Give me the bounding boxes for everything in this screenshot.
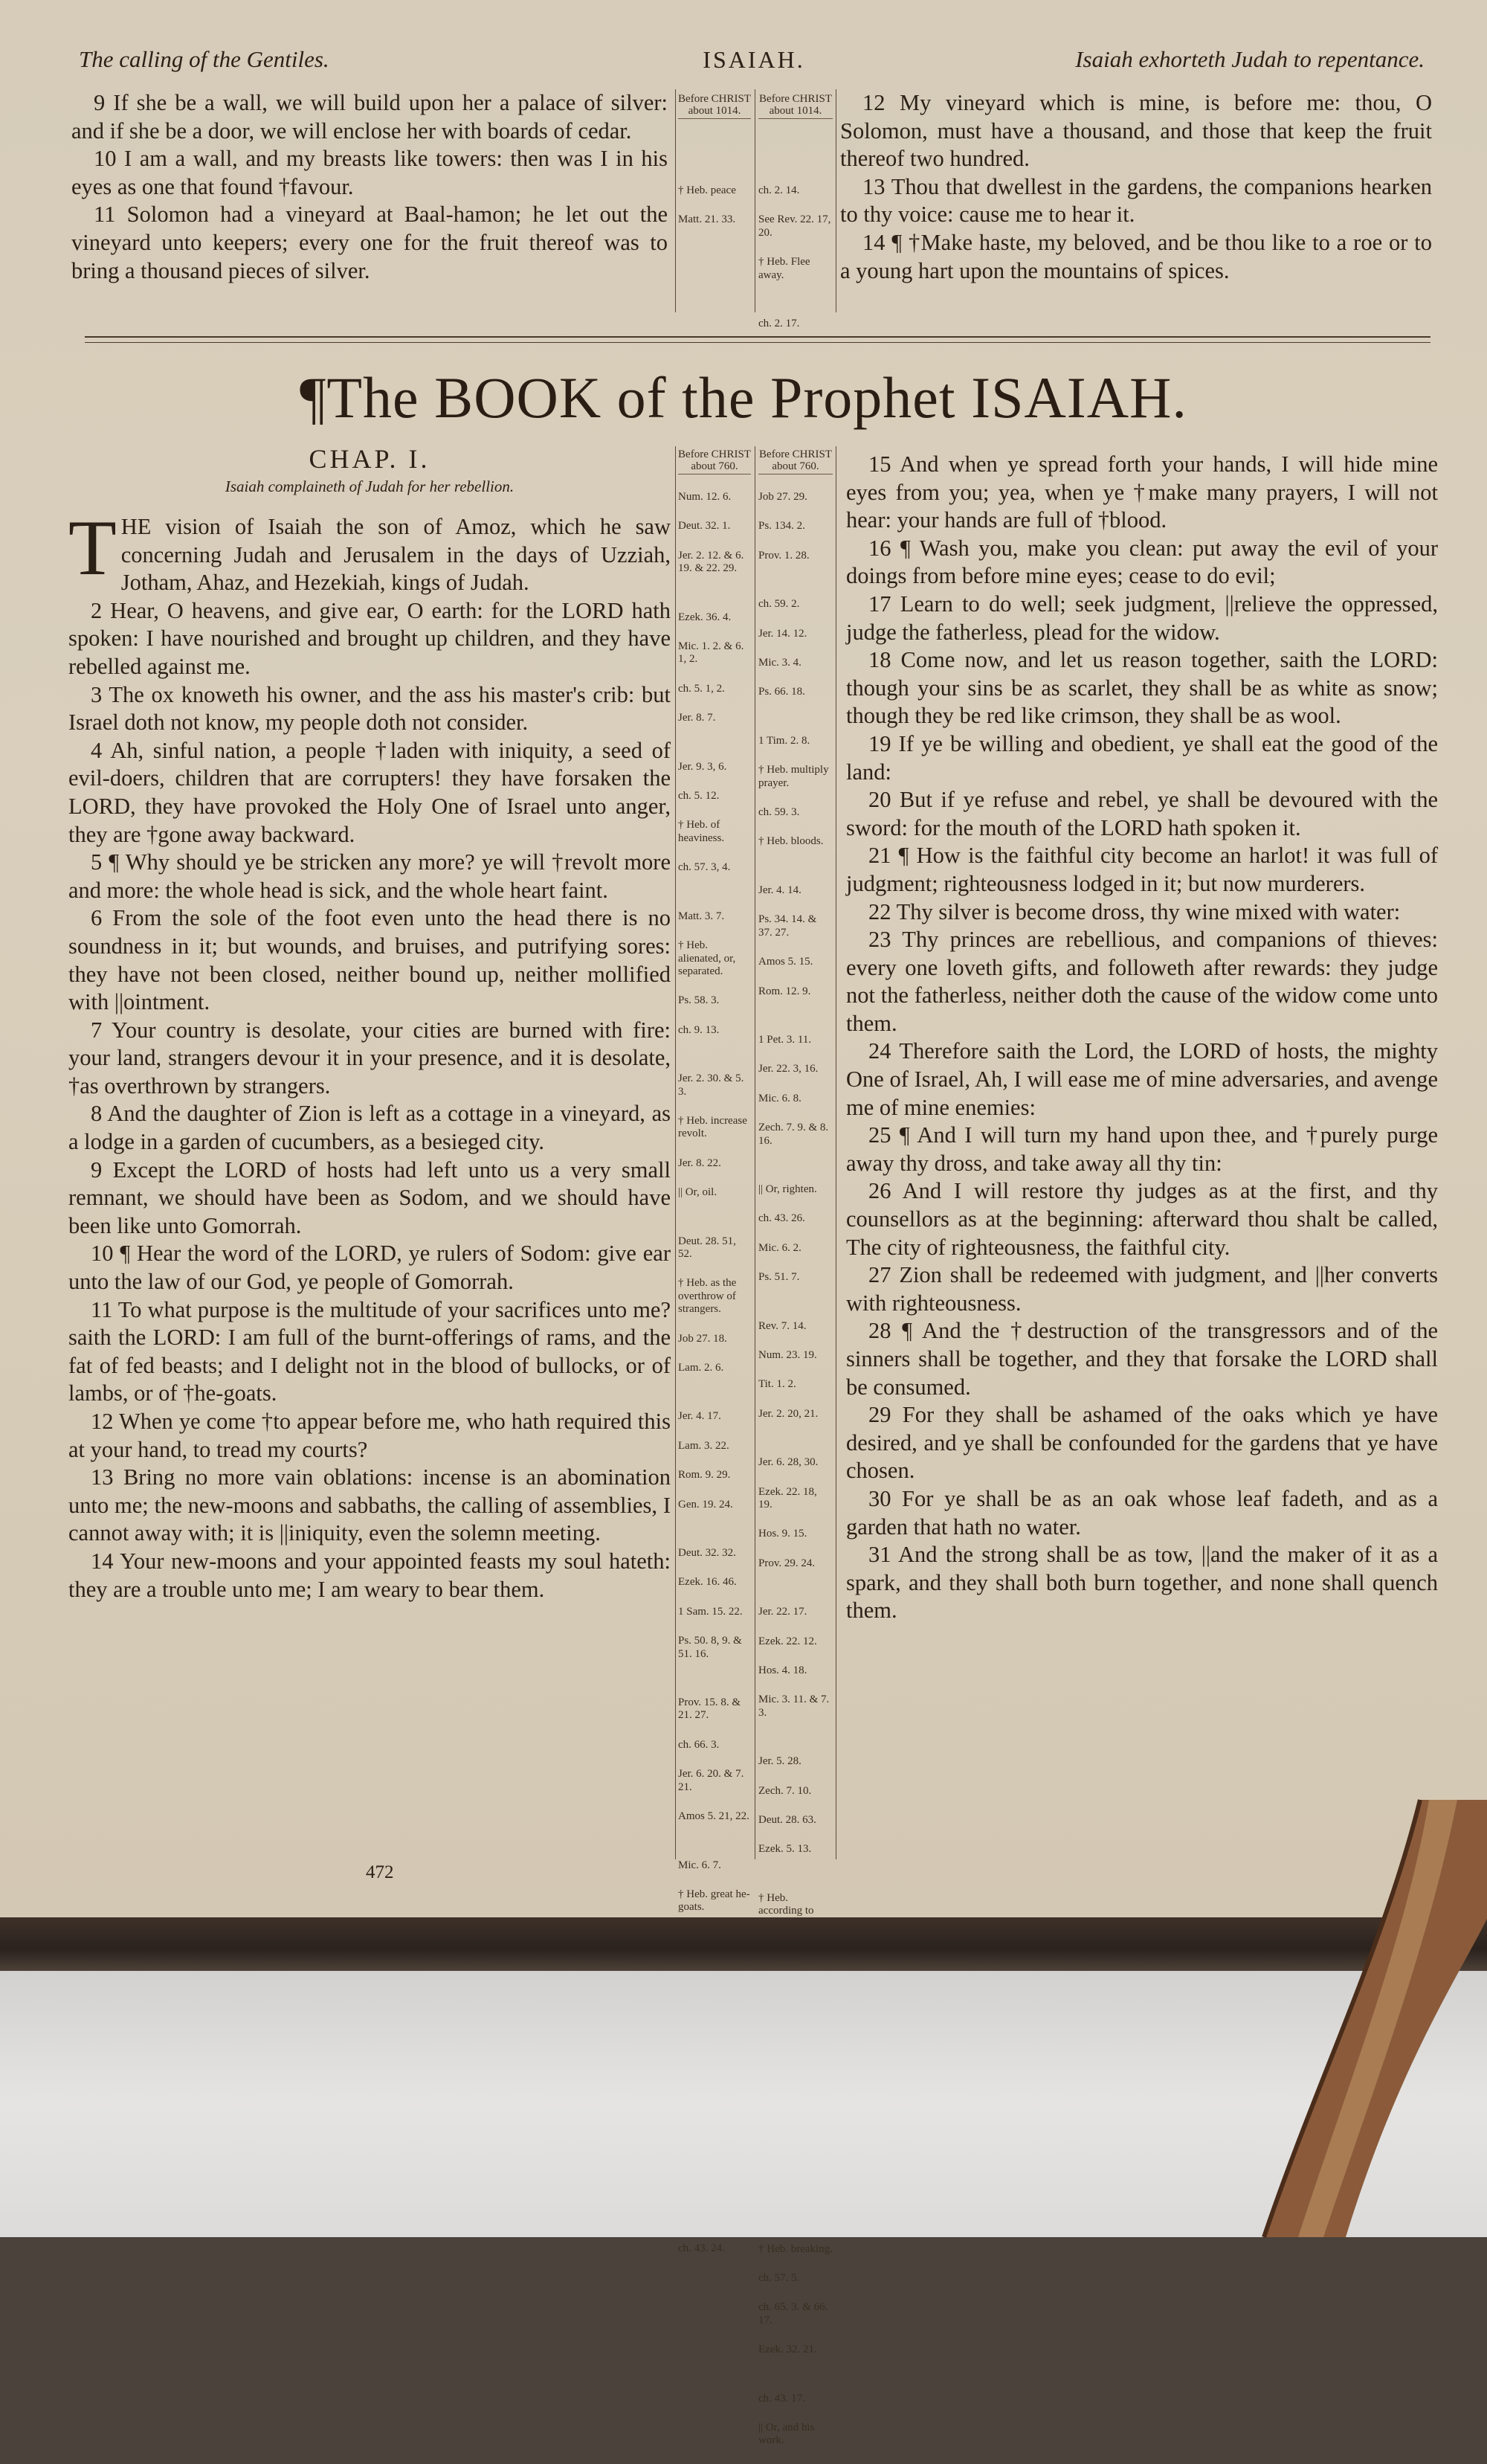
verse-1-text: HE vision of Isaiah the son of Amoz, which he saw concerning Judah and Jerusalem in the days of Uzziah, Jotham, Ahaz, and Hezekiah, kings of Judah. xyxy=(120,514,671,596)
margin-note: Deut. 32. 1. xyxy=(678,520,731,533)
verse: 8 And the daughter of Zion is left as a cottage in a vineyard, as a lodge in a garden of cucumbers, as a besieged city. xyxy=(68,1101,671,1155)
verse: 22 Thy silver is become dross, thy wine mixed with water: xyxy=(868,898,1401,924)
margin-note: Deut. 32. 32. xyxy=(678,1547,736,1560)
margin-note: ch. 2. 14. xyxy=(758,184,800,196)
verse: 23 Thy princes are rebellious, and companions of thieves: every one loveth gifts, and followeth after rewards: they judge not the fatherless, neither doth the cause of the widow come unto them. xyxy=(846,927,1438,1036)
margin-note: Ezek. 22. 12. xyxy=(758,1635,817,1647)
margin-note: Ps. 134. 2. xyxy=(758,520,805,533)
margin-note: Jer. 6. 28, 30. xyxy=(758,1456,819,1469)
main-right-column xyxy=(846,451,1438,1625)
margin-note: Jer. 9. 3, 6. xyxy=(678,760,727,773)
margin-note: See Rev. 22. 17, 20. xyxy=(758,213,831,239)
running-head-right: Isaiah exhorteth Judah to repentance. xyxy=(1075,46,1425,72)
margin-note: 1 Sam. 15. 22. xyxy=(678,1605,743,1618)
column-rule xyxy=(675,89,676,312)
margin-note: ch. 5. 1, 2. xyxy=(678,682,725,695)
margin-note: Job 27. 29. xyxy=(758,491,807,503)
verse: 11 To what purpose is the multitude of your sacrifices unto me? saith the LORD: I am full of the burnt-offerings of rams, and the fat of fed beasts; and I delight not in the blood of bullocks, or of lambs, or of †he-goats. xyxy=(68,1296,671,1406)
margin-note: Tit. 1. 2. xyxy=(758,1378,796,1391)
top-margin-notes-right xyxy=(758,94,833,347)
verse: 6 From the sole of the foot even unto the head there is no soundness in it; but wounds, and bruises, and putrifying sores: they have not been closed, neither bound up, neither mollified with ||ointment. xyxy=(68,905,671,1015)
margin-note: Mic. 3. 11. & 7. 3. xyxy=(758,1693,830,1719)
margin-note: ch. 57. 3, 4. xyxy=(678,861,731,874)
margin-note: ch. 2. 17. xyxy=(758,318,800,330)
margin-note: Ezek. 5. 13. xyxy=(758,1843,812,1856)
margin-note: Rev. 7. 14. xyxy=(758,1319,807,1332)
margin-note: ch. 5. 12. xyxy=(678,790,720,802)
running-head xyxy=(0,46,1487,76)
margin-note: † Heb. peace xyxy=(678,184,736,196)
margin-note: Prov. 1. 28. xyxy=(758,549,810,562)
verse: 25 ¶ And I will turn my hand upon thee, and †purely purge away thy dross, and take away all thy tin: xyxy=(846,1122,1438,1176)
verse-1 xyxy=(68,504,671,597)
margin-note: Job 27. 18. xyxy=(678,1332,727,1345)
verse: 18 Come now, and let us reason together, saith the LORD: though your sins be as scarlet, they shall be as white as snow; though they be red like crimson, they shall be as wool. xyxy=(846,647,1438,729)
verse: 20 But if ye refuse and rebel, ye shall be devoured with the sword: for the mouth of the LORD hath spoken it. xyxy=(846,787,1438,840)
verse: 27 Zion shall be redeemed with judgment, and ||her converts with righteousness. xyxy=(846,1262,1438,1316)
margin-note: Prov. 15. 8. & 21. 27. xyxy=(678,1696,741,1722)
margin-note: Num. 23. 19. xyxy=(758,1348,817,1361)
verse: 26 And I will restore thy judges as at the first, and thy counsellors as at the beginning: afterward thou shalt be called, The city of righteousness, the faithful city. xyxy=(846,1178,1438,1260)
running-head-center: ISAIAH. xyxy=(703,46,805,73)
margin-note: ch. 65. 3. & 66. 17. xyxy=(758,2301,828,2326)
margin-note: Jer. 4. 17. xyxy=(678,1410,721,1423)
margin-note: † Heb. increase revolt. xyxy=(678,1114,747,1140)
margin-note: Mic. 6. 2. xyxy=(758,1241,801,1254)
margin-note: Ezek. 16. 46. xyxy=(678,1576,737,1589)
margin-note: Hos. 4. 18. xyxy=(758,1664,807,1677)
margin-note: Jer. 22. 3, 16. xyxy=(758,1063,819,1075)
margin-note: Rom. 12. 9. xyxy=(758,985,811,997)
margin-note: Mic. 3. 4. xyxy=(758,657,801,669)
margin-note: || Or, and his work. xyxy=(758,2422,815,2447)
margin-note: Amos 5. 21, 22. xyxy=(678,1810,749,1823)
verse: 15 And when ye spread forth your hands, I will hide mine eyes from you; yea, when ye †make many prayers, I will not hear: your hands are full of †blood. xyxy=(846,451,1438,533)
verse: 10 I am a wall, and my breasts like towers: then was I in his eyes as one that found †favour. xyxy=(71,146,668,199)
margin-note: † Heb. of heaviness. xyxy=(678,819,725,844)
margin-note: || Or, oil. xyxy=(678,1186,717,1199)
margin-note: Jer. 2. 20, 21. xyxy=(758,1407,819,1420)
drop-cap: T xyxy=(68,504,117,591)
margin-note: Lam. 3. 22. xyxy=(678,1439,729,1452)
margin-note: † Heb. breaking. xyxy=(758,2242,833,2255)
margin-note: Jer. 5. 28. xyxy=(758,1755,801,1768)
verse: 31 And the strong shall be as tow, ||and the maker of it as a spark, and they shall both burn together, and none shall quench them. xyxy=(846,1542,1438,1624)
verse: 7 Your country is desolate, your cities are burned with fire: your land, strangers devour it in your presence, and it is desolate, †as overthrown by strangers. xyxy=(68,1017,671,1098)
verse: 2 Hear, O heavens, and give ear, O earth: for the LORD hath spoken: I have nourished and brought up children, and they have rebelled against me. xyxy=(68,597,671,679)
verse: 5 ¶ Why should ye be stricken any more? ye will †revolt more and more: the whole head is sick, and the whole heart faint. xyxy=(68,849,671,903)
verse: 13 Thou that dwellest in the gardens, the companions hearken to thy voice: cause me to hear it. xyxy=(840,173,1432,228)
margin-note: Num. 12. 6. xyxy=(678,491,732,503)
verse: 21 ¶ How is the faithful city become an harlot! it was full of judgment; righteousness lodged in it; but now murderers. xyxy=(846,843,1438,896)
verse: 13 Bring no more vain oblations: incense is an abomination unto me; the new-moons and sabbaths, the calling of assemblies, I cannot away with; it is ||iniquity, even the solemn meeting. xyxy=(68,1464,671,1546)
margin-note: ch. 59. 2. xyxy=(758,598,800,611)
top-margin-notes-left xyxy=(678,94,751,243)
margin-note: Ezek. 32. 21. xyxy=(758,2344,817,2356)
book-title: ¶The BOOK of the Prophet ISAIAH. xyxy=(300,365,1187,430)
margin-note: Ps. 51. 7. xyxy=(758,1271,800,1284)
verse: 9 If she be a wall, we will build upon her a palace of silver: and if she be a door, we will enclose her with boards of cedar. xyxy=(71,90,668,144)
margin-note: Ps. 50. 8, 9. & 51. 16. xyxy=(678,1635,742,1660)
margin-note: † Heb. Flee away. xyxy=(758,256,810,281)
margin-note: Prov. 29. 24. xyxy=(758,1557,816,1569)
margin-note: Amos 5. 15. xyxy=(758,956,813,968)
margin-note: Mic. 1. 2. & 6. 1, 2. xyxy=(678,640,744,666)
verse: 28 ¶ And the †destruction of the transgressors and of the sinners shall be together, and they that forsake the LORD shall be consumed. xyxy=(846,1318,1438,1400)
verse: 3 The ox knoweth his owner, and the ass his master's crib: but Israel doth not know, my people doth not consider. xyxy=(68,681,671,736)
margin-note: Zech. 7. 9. & 8. 16. xyxy=(758,1122,829,1147)
bookmark-ribbon xyxy=(1234,1800,1487,2237)
margin-note: Ezek. 36. 4. xyxy=(678,611,732,623)
margin-note: Lam. 2. 6. xyxy=(678,1362,724,1374)
margin-note: Mic. 6. 7. xyxy=(678,1859,721,1871)
margin-header: Before CHRIST about 1014. xyxy=(678,94,751,119)
margin-note: Ezek. 22. 18, 19. xyxy=(758,1485,817,1511)
chapter-summary: Isaiah complaineth of Judah for her rebellion. xyxy=(225,477,515,495)
margin-note: ch. 43. 17. xyxy=(758,2392,805,2405)
margin-note: † Heb. alienated, or, separated. xyxy=(678,939,736,977)
margin-note: Rom. 9. 29. xyxy=(678,1469,731,1482)
verse: 14 ¶ †Make haste, my beloved, and be thou like to a roe or to a young hart upon the mountains of spices. xyxy=(840,229,1432,283)
verse: 10 ¶ Hear the word of the LORD, ye rulers of Sodom: give ear unto the law of our God, ye people of Gomorrah. xyxy=(68,1241,671,1295)
main-left-column xyxy=(68,504,671,1603)
margin-note: † Heb. according to xyxy=(758,1891,814,1917)
verse: 11 Solomon had a vineyard at Baal-hamon; he let out the vineyard unto keepers; every one for the fruit thereof was to bring a thousand pieces of silver. xyxy=(71,202,668,283)
margin-note: Jer. 8. 22. xyxy=(678,1157,721,1169)
margin-note: Gen. 19. 24. xyxy=(678,1498,733,1511)
margin-header: Before CHRIST about 760. xyxy=(758,449,833,475)
margin-note: ch. 66. 3. xyxy=(678,1738,720,1751)
verse: 17 Learn to do well; seek judgment, ||relieve the oppressed, judge the fatherless, plead for the widow. xyxy=(846,591,1438,645)
margin-note: ch. 57. 5. xyxy=(758,2271,800,2284)
margin-note: Deut. 28. 63. xyxy=(758,1814,816,1827)
chapter-heading: CHAP. I. xyxy=(309,444,430,474)
margin-note: Hos. 9. 15. xyxy=(758,1528,807,1540)
margin-note: ch. 9. 13. xyxy=(678,1023,720,1036)
margin-note: ch. 59. 3. xyxy=(758,806,800,819)
margin-note: Jer. 2. 12. & 6. 19. & 22. 29. xyxy=(678,549,744,575)
verse: 14 Your new-moons and your appointed feasts my soul hateth: they are a trouble unto me; I am weary to bear them. xyxy=(68,1548,671,1602)
margin-note: Jer. 4. 14. xyxy=(758,884,801,896)
section-divider xyxy=(85,342,1430,343)
margin-note: Jer. 2. 30. & 5. 3. xyxy=(678,1072,744,1098)
margin-note: || Or, righten. xyxy=(758,1183,817,1195)
margin-note: Ps. 58. 3. xyxy=(678,994,720,1007)
verse: 30 For ye shall be as an oak whose leaf fadeth, and as a garden that hath no water. xyxy=(846,1485,1438,1540)
margin-note: Ps. 66. 18. xyxy=(758,686,805,698)
verse: 24 Therefore saith the Lord, the LORD of hosts, the mighty One of Israel, Ah, I will ease me of mine adversaries, and avenge me of mine enemies: xyxy=(846,1038,1438,1120)
top-left-column xyxy=(71,89,668,285)
margin-note: Jer. 22. 17. xyxy=(758,1606,807,1618)
verse: 16 ¶ Wash you, make you clean: put away the evil of your doings from before mine eyes; cease to do evil; xyxy=(846,535,1438,589)
margin-note: Jer. 14. 12. xyxy=(758,627,807,640)
verse: 29 For they shall be ashamed of the oaks which ye have desired, and ye shall be confounded for the gardens that ye have chosen. xyxy=(846,1402,1438,1484)
margin-note: Matt. 3. 7. xyxy=(678,910,725,922)
verse: 12 When ye come †to appear before me, who hath required this at your hand, to tread my courts? xyxy=(68,1409,671,1462)
margin-note: Matt. 21. 33. xyxy=(678,213,736,226)
margin-note: Jer. 8. 7. xyxy=(678,712,716,724)
margin-note: 1 Pet. 3. 11. xyxy=(758,1033,812,1046)
margin-note: ch. 43. 26. xyxy=(758,1212,805,1225)
verse: 9 Except the LORD of hosts had left unto us a very small remnant, we should have been as Sodom, and we should have been like unto Gomorrah. xyxy=(68,1157,671,1238)
top-right-column xyxy=(840,89,1432,285)
margin-note: Ps. 34. 14. & 37. 27. xyxy=(758,913,817,939)
margin-note: † Heb. as the overthrow of strangers. xyxy=(678,1277,737,1316)
margin-note: † Heb. bloods. xyxy=(758,835,824,848)
margin-header: Before CHRIST about 1014. xyxy=(758,94,833,119)
page-number: 472 xyxy=(366,1862,394,1882)
margin-note: Jer. 6. 20. & 7. 21. xyxy=(678,1768,744,1793)
margin-note: Zech. 7. 10. xyxy=(758,1784,812,1797)
verse: 12 My vineyard which is mine, is before me: thou, O Solomon, must have a thousand, and those that keep the fruit thereof two hundred. xyxy=(840,90,1432,172)
margin-header: Before CHRIST about 760. xyxy=(678,449,751,475)
margin-note: Mic. 6. 8. xyxy=(758,1092,801,1104)
section-divider xyxy=(85,336,1430,338)
running-head-left: The calling of the Gentiles. xyxy=(79,46,329,72)
margin-note: † Heb. multiply prayer. xyxy=(758,764,829,789)
verse: 4 Ah, sinful nation, a people †laden with iniquity, a seed of evil-doers, children that are corrupters! they have forsaken the LORD, they have provoked the Holy One of Israel unto anger, they are †gone away backward. xyxy=(68,737,671,847)
margin-note: ch. 43. 24. xyxy=(678,2242,725,2255)
margin-note: Deut. 28. 51, 52. xyxy=(678,1235,736,1260)
margin-note: 1 Tim. 2. 8. xyxy=(758,734,810,747)
margin-note: † Heb. great he-goats. xyxy=(678,1888,750,1914)
verse: 19 If ye be willing and obedient, ye shall eat the good of the land: xyxy=(846,730,1438,785)
column-rule xyxy=(675,446,676,1859)
